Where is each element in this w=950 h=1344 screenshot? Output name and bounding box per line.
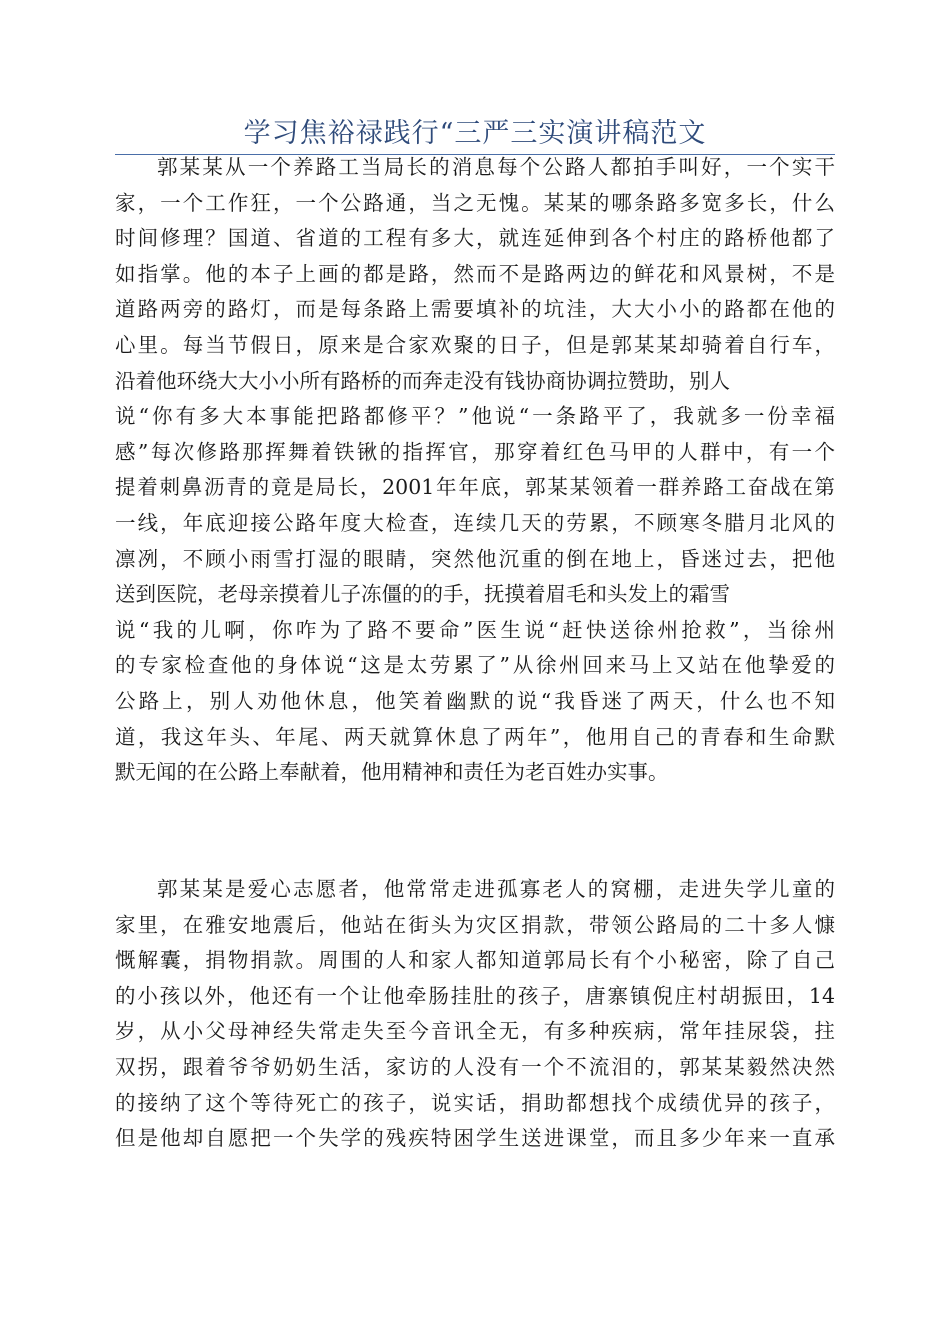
paragraph-1 [115,150,835,791]
text-line: 慨解囊，捐物捐款。周围的人和家人都知道郭局长有个小秘密，除了自己 [115,948,835,973]
text-line: 道，我这年头、年尾、两天就算休息了两年”，他用自己的青春和生命默 [115,724,835,749]
text-line: 的专家检查他的身体说“这是太劳累了”从徐州回来马上又站在他挚爱的 [115,653,835,678]
document-title: 学习焦裕禄践行“三严三实演讲稿范文 [243,118,707,149]
text-line: 心里。每当节假日，原来是合家欢聚的日子，但是郭某某却骑着自行车， [115,332,835,357]
text-line: 双拐，跟着爷爷奶奶生活，家访的人没有一个不流泪的，郭某某毅然决然 [115,1054,835,1079]
text-line: 提着刺鼻沥青的竟是局长，2001年年底，郭某某领着一群养路工奋战在第 [115,475,835,500]
text-line: 公路上，别人劝他休息，他笑着幽默的说“我昏迷了两天，什么也不知 [115,688,835,713]
text-line: 一线，年底迎接公路年度大检查，连续几天的劳累，不顾寒冬腊月北风的 [115,510,835,535]
text-line: 凛冽，不顾小雨雪打湿的眼睛，突然他沉重的倒在地上，昏迷过去，把他 [115,546,835,571]
text-line: 说“我的儿啊，你咋为了路不要命”医生说“赶快送徐州抢救”，当徐州 [115,617,835,642]
text-line: 家，一个工作狂，一个公路通，当之无愧。某某的哪条路多宽多长，什么 [115,190,835,215]
text-line: 默无闻的在公路上奉献着，他用精神和责任为老百姓办实事。 [115,760,669,785]
paragraph-2 [115,872,835,1157]
text-line: 的小孩以外，他还有一个让他牵肠挂肚的孩子，唐寨镇倪庄村胡振田，14 [115,983,835,1008]
text-line: 道路两旁的路灯，而是每条路上需要填补的坑洼，大大小小的路都在他的 [115,297,835,322]
text-line: 说“你有多大本事能把路都修平？”他说“一条路平了，我就多一份幸福 [115,404,835,429]
text-line: 家里，在雅安地震后，他站在街头为灾区捐款，带领公路局的二十多人慷 [115,912,835,937]
text-line: 的接纳了这个等待死亡的孩子，说实话，捐助都想找个成绩优异的孩子， [115,1090,835,1115]
text-line: 时间修理？国道、省道的工程有多大，就连延伸到各个村庄的路桥他都了 [115,226,835,251]
text-line: 沿着他环绕大大小小所有路桥的而奔走没有钱协商协调拉赞助，别人 [115,368,730,393]
text-line: 郭某某从一个养路工当局长的消息每个公路人都拍手叫好，一个实干 [157,155,835,179]
text-line: 感”每次修路那挥舞着铁锹的指挥官，那穿着红色马甲的人群中，有一个 [115,439,835,464]
text-line: 如指掌。他的本子上画的都是路，然而不是路两边的鲜花和风景树，不是 [115,261,835,286]
text-line: 但是他却自愿把一个失学的残疾特困学生送进课堂，而且多少年来一直承 [115,1126,835,1151]
text-line: 岁，从小父母神经失常走失至今音讯全无，有多种疾病，常年挂尿袋，拄 [115,1019,835,1044]
text-line: 送到医院，老母亲摸着儿子冻僵的的手，抚摸着眉毛和头发上的霜雪 [115,582,730,607]
text-line: 郭某某是爱心志愿者，他常常走进孤寡老人的窝棚，走进失学儿童的 [157,877,835,901]
